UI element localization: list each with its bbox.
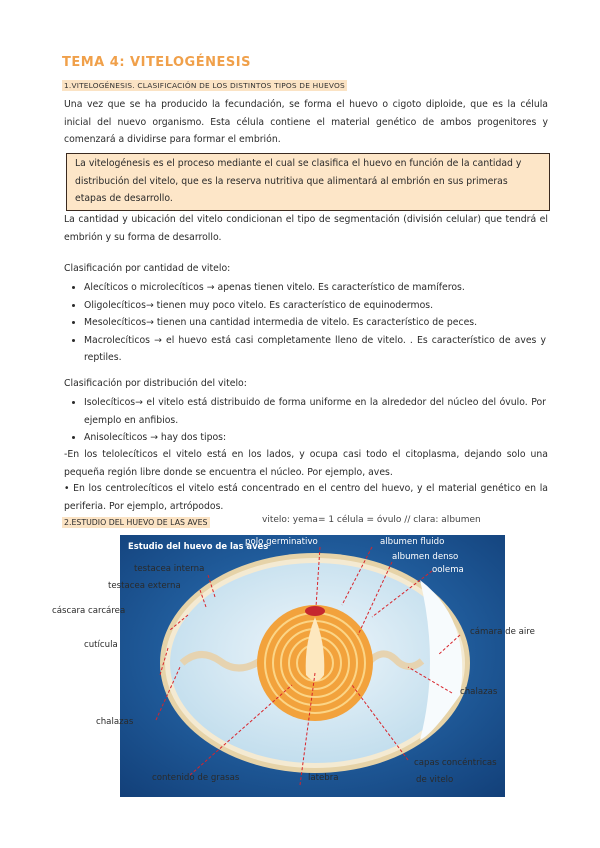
quantity-heading: Clasificación por cantidad de vitelo:: [64, 263, 231, 274]
segmentation-paragraph: La cantidad y ubicación del vitelo condicionan el tipo de segmentación (división celular) que tendrá el embrión y su forma de desarrollo.: [64, 214, 548, 243]
label-contenido-grasas: contenido de grasas: [152, 773, 240, 783]
distribution-list: [64, 394, 546, 447]
label-latebra: latebra: [308, 773, 339, 783]
label-camara-de-aire: cámara de aire: [470, 627, 535, 637]
label-chalazas-left: chalazas: [96, 717, 134, 727]
figure-title: Estudio del huevo de las aves: [128, 541, 269, 551]
label-cuticula: cutícula: [84, 640, 118, 650]
germinal-disc: [305, 606, 325, 616]
definition-box: La vitelogénesis es el proceso mediante el cual se clasifica el huevo en función de la cantidad y distribución del vitelo, que es la reserva nutritiva que alimentará al embrión en sus primeras etapas de desarrollo.: [66, 153, 550, 211]
list-item: • Alecíticos o microlecíticos → apenas tienen vitelo. Es característico de mamíferos.: [84, 279, 546, 297]
list-item: • Oligolecíticos→ tienen muy poco vitelo. Es característico de equinodermos.: [84, 297, 546, 315]
section-2-heading: 2.ESTUDIO DEL HUEVO DE LAS AVES: [64, 518, 208, 527]
label-testacea-interna: testacea interna: [134, 564, 205, 574]
label-de-vitelo: de vitelo: [416, 775, 454, 785]
label-albumen-fluido: albumen fluido: [380, 537, 445, 547]
label-testacea-externa: testacea externa: [108, 581, 181, 591]
label-capas-concentricas: capas concéntricas: [414, 758, 497, 768]
telolecitos-paragraph: -En los telolecíticos el vitelo está en los lados, y ocupa casi todo el citoplasma, dejando solo una pequeña región libre donde se encuentra el núcleo. Por ejemplo, aves.: [64, 449, 548, 478]
list-item: • Mesolecíticos→ tienen una cantidad intermedia de vitelo. Es característico de peces.: [84, 314, 546, 332]
label-cascara-carcarea: cáscara carcárea: [52, 606, 126, 616]
vitelo-note: vitelo: yema= 1 célula = óvulo // clara: albumen: [262, 515, 481, 525]
quantity-list: [64, 279, 546, 367]
label-chalazas-right: chalazas: [460, 687, 498, 697]
label-albumen-denso: albumen denso: [392, 552, 459, 562]
intro-paragraph: Una vez que se ha producido la fecundación, se forma el huevo o cigoto diploide, que es la célula inicial del nuevo organismo. Esta célula contiene el material genético de ambos progenitores y comenzará a dividirse para formar el embrión.: [64, 99, 548, 145]
label-oolema: oolema: [432, 565, 464, 575]
centrolecitos-paragraph: • En los centrolecíticos el vitelo está concentrado en el centro del huevo, y el material genético en la periferia. Por ejemplo, artrópodos.: [64, 483, 548, 512]
label-polo-germinativo: polo germinativo: [245, 537, 318, 547]
list-item: • Isolecíticos→ el vitelo está distribuido de forma uniforme en la alrededor del núcleo del óvulo. Por ejemplo en anfibios.: [84, 394, 546, 429]
list-item: • Macrolecíticos → el huevo está casi completamente lleno de vitelo. . Es característico de aves y reptiles.: [84, 332, 546, 367]
page-title: TEMA 4: VITELOGÉNESIS: [62, 55, 251, 70]
list-item: • Anisolecíticos → hay dos tipos:: [84, 429, 546, 447]
distribution-heading: Clasificación por distribución del vitelo:: [64, 378, 247, 389]
section-1-heading: 1.VITELOGÉNESIS. CLASIFICACIÓN DE LOS DISTINTOS TIPOS DE HUEVOS: [64, 81, 345, 90]
